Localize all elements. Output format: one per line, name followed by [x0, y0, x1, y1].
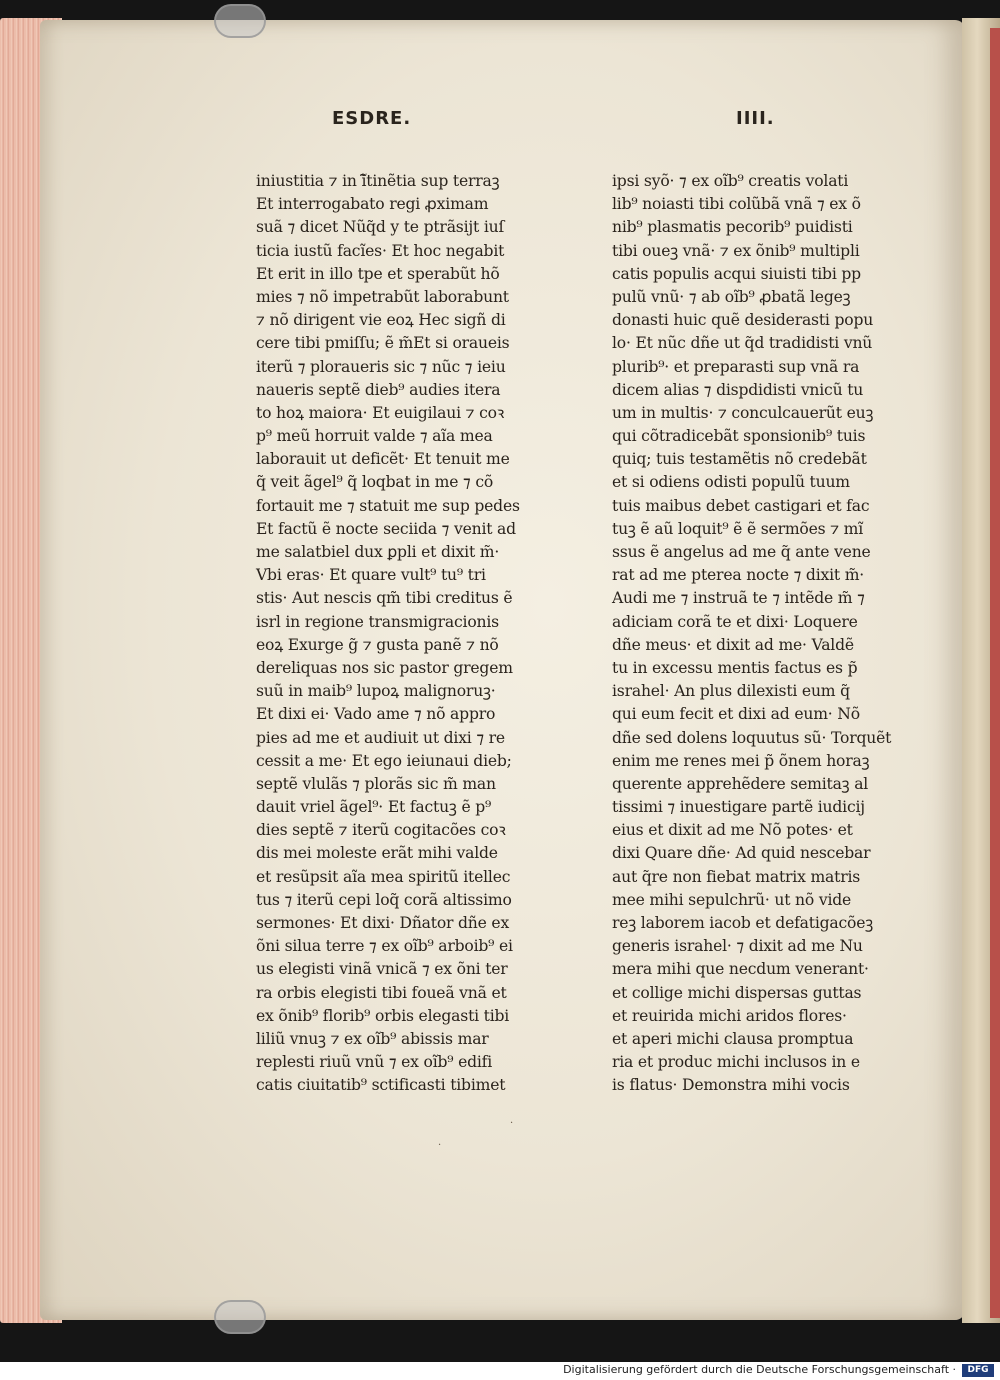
- folio-number: IIII.: [736, 108, 775, 129]
- text-line: Et dixi ei· Vado ame ⁊ nõ appro: [256, 705, 496, 724]
- text-line: qui eum fecit et dixi ad eum· Nõ: [612, 705, 860, 724]
- text-line: dereliquas nos sic pastor gregem: [256, 658, 513, 677]
- text-line: lib⁹ noiasti tibi colũbã vnã ⁊ ex õ: [612, 195, 861, 214]
- text-line: aut q̃re non fiebat matrix matris: [612, 867, 861, 886]
- text-line: to hoꝝ maiora· Et euigilaui ⁊ coꝛ: [256, 403, 505, 422]
- text-line: tuis maibus debet castigari et fac: [612, 496, 870, 515]
- text-line: israhel· An plus dilexisti eum q̃: [612, 682, 850, 701]
- text-line: et reuirida michi aridos flores·: [612, 1006, 847, 1025]
- text-line: tu in excessu mentis factus es p̃: [612, 658, 858, 677]
- text-line: suũ in maib⁹ lupoꝝ malignoruꝫ·: [256, 682, 496, 701]
- text-line: et collige michi dispersas guttas: [612, 983, 862, 1002]
- dfg-logo-icon: DFG: [962, 1364, 994, 1377]
- text-line: õni silua terre ⁊ ex oĩb⁹ arboib⁹ ei: [256, 937, 513, 956]
- text-line: replesti riuũ vnũ ⁊ ex oĩb⁹ edifi: [256, 1053, 493, 1072]
- text-line: tibi oueꝫ vnã· ⁊ ex õnib⁹ multipli: [612, 241, 860, 260]
- text-line: liliũ vnuꝫ ⁊ ex oĩb⁹ abissis mar: [256, 1029, 489, 1048]
- text-line: eoꝝ Exurge g̃ ⁊ gusta panẽ ⁊ nõ: [256, 635, 499, 654]
- text-line: et aperi michi clausa promptua: [612, 1029, 854, 1048]
- text-line: donasti huic quẽ desiderasti popu: [612, 311, 874, 330]
- text-line: Et factũ ẽ nocte seciida ⁊ venit ad: [256, 519, 516, 538]
- text-line: Et interrogabato regi ꝓximam: [256, 195, 489, 214]
- text-line: dñe meus· et dixit ad me· Valdẽ: [612, 635, 854, 654]
- text-line: mera mihi que necdum venerant·: [612, 960, 869, 979]
- text-line: suã ⁊ dicet Nũq̃d y te ptrãsijt iuſ: [256, 218, 505, 237]
- text-line: um in multis· ⁊ conculcauerũt euꝫ: [612, 403, 874, 422]
- text-line: reꝫ laborem iacob et defatigacõeꝫ: [612, 914, 874, 932]
- funding-notice: Digitalisierung gefördert durch die Deutsche Forschungsgemeinschaft ·: [563, 1363, 956, 1376]
- book-cover-edge: [990, 28, 1000, 1318]
- text-line: pulũ vnũ· ⁊ ab oĩb⁹ ꝓbatã legeꝫ: [612, 287, 851, 306]
- text-line: ssus ẽ angelus ad me q̃ ante vene: [612, 543, 871, 561]
- text-line: tissimi ⁊ inuestigare partẽ iudicij: [612, 798, 865, 817]
- text-line: et resũpsit aĩa mea spiritũ itellec: [256, 867, 511, 886]
- text-line: ria et produc michi inclusos in e: [612, 1053, 860, 1072]
- footer-bar: [0, 1362, 1000, 1380]
- text-line: septẽ vlulãs ⁊ plorãs sic m̃ man: [256, 774, 496, 793]
- text-line: is flatus· Demonstra mihi vocis: [612, 1076, 850, 1095]
- text-line: mies ⁊ nõ impetrabũt laborabunt: [256, 287, 509, 306]
- running-title: ESDRE.: [332, 108, 412, 129]
- text-line: pies ad me et audiuit ut dixi ⁊ re: [256, 728, 505, 747]
- text-line: sermones· Et dixi· Dñator dñe ex: [256, 914, 510, 932]
- text-line: mee mihi sepulchrũ· ut nõ vide: [612, 890, 852, 909]
- text-line: us elegisti vinã vnicã ⁊ ex õni ter: [256, 960, 508, 979]
- text-line: eius et dixit ad me Nõ potes· et: [612, 821, 853, 840]
- text-line: me salatbiel dux ꝑpli et dixit m̃·: [256, 543, 500, 561]
- text-line: ex õnib⁹ florib⁹ orbis elegasti tibi: [256, 1006, 510, 1025]
- text-line: iterũ ⁊ ploraueris sic ⁊ nũc ⁊ ieiu: [256, 357, 506, 376]
- text-line: dixi Quare dñe· Ad quid nescebar: [612, 844, 871, 863]
- text-line: rat ad me pterea nocte ⁊ dixit m̃·: [612, 566, 865, 585]
- text-line: catis ciuitatib⁹ sctificasti tibimet: [256, 1076, 506, 1095]
- text-line: lo· Et nũc dñe ut q̃d tradidisti vnũ: [612, 334, 873, 353]
- text-line: ipsi syõ· ⁊ ex oĩb⁹ creatis volati: [612, 172, 849, 190]
- text-line: enim me renes mei p̃ õnem horaꝫ: [612, 751, 870, 770]
- text-column-right: [612, 170, 912, 1098]
- text-line: fortauit me ⁊ statuit me sup pedes: [256, 496, 520, 515]
- text-line: dis mei moleste erãt mihi valde: [256, 844, 498, 863]
- text-line: Audi me ⁊ instruã te ⁊ intẽde m̃ ⁊: [612, 589, 865, 608]
- text-line: catis populis acqui siuisti tibi pp: [612, 264, 861, 283]
- text-line: adiciam corã te et dixi· Loquere: [612, 612, 858, 631]
- text-line: dies septẽ ⁊ iterũ cogitacões coꝛ: [256, 821, 506, 840]
- text-line: cessit a me· Et ego ieiunaui dieb;: [256, 751, 512, 770]
- text-line: generis israhel· ⁊ dixit ad me Nu: [612, 937, 863, 956]
- text-line: tuꝫ ẽ aũ loquit⁹ ẽ ẽ sermões ⁊ mĩ: [612, 519, 864, 538]
- text-line: iniustitia ⁊ in ĩ̃tinẽtia sup terraꝫ: [256, 172, 500, 190]
- text-column-left: [256, 170, 556, 1098]
- book-clip-bottom: [214, 1300, 266, 1334]
- text-line: dicem alias ⁊ dispdidisti vnicũ tu: [612, 380, 864, 399]
- text-line: dñe sed dolens loquutus sũ· Torquẽt: [612, 728, 892, 747]
- text-line: qui cõtradicebãt sponsionib⁹ tuis: [612, 427, 866, 446]
- text-line: nib⁹ plasmatis pecorib⁹ puidisti: [612, 218, 853, 237]
- text-line: ra orbis elegisti tibi foueã vnã et: [256, 983, 507, 1002]
- text-line: plurib⁹· et preparasti sup vnã ra: [612, 357, 860, 376]
- text-line: Et erit in illo tpe et sperabũt hõ: [256, 264, 500, 283]
- text-line: Vbi eras· Et quare vult⁹ tu⁹ tri: [256, 566, 486, 585]
- text-line: q̃ veit ãgel⁹ q̃ loqbat in me ⁊ cõ: [256, 473, 494, 492]
- text-line: stis· Aut nescis qm̃ tibi creditus ẽ: [256, 589, 513, 608]
- text-line: ⁊ nõ dirigent vie eoꝝ Hec sigñ di: [256, 311, 506, 330]
- book-clip-top: [214, 4, 266, 38]
- text-line: dauit vriel ãgel⁹· Et factuꝫ ẽ p⁹: [256, 798, 492, 817]
- text-line: p⁹ meũ horruit valde ⁊ aĩa mea: [256, 427, 493, 446]
- text-line: laborauit ut deficẽt· Et tenuit me: [256, 450, 510, 469]
- text-line: tus ⁊ iterũ cepi loq̃ corã altissimo: [256, 890, 512, 909]
- text-line: quiq; tuis testamẽtis nõ credebãt: [612, 450, 867, 469]
- text-line: naueris septẽ dieb⁹ audies itera: [256, 380, 501, 399]
- text-line: isrl in regione transmigracionis: [256, 612, 499, 631]
- text-line: cere tibi pmiſſu; ẽ m̃Et si oraueis: [256, 334, 510, 353]
- ink-mark: ·: [510, 1118, 514, 1129]
- text-line: et si odiens odisti populũ tuum: [612, 473, 850, 492]
- text-line: ticia iustũ facĩes· Et hoc negabit: [256, 241, 505, 260]
- text-line: querente apprehẽdere semitaꝫ al: [612, 774, 869, 793]
- ink-mark: ·: [438, 1140, 442, 1151]
